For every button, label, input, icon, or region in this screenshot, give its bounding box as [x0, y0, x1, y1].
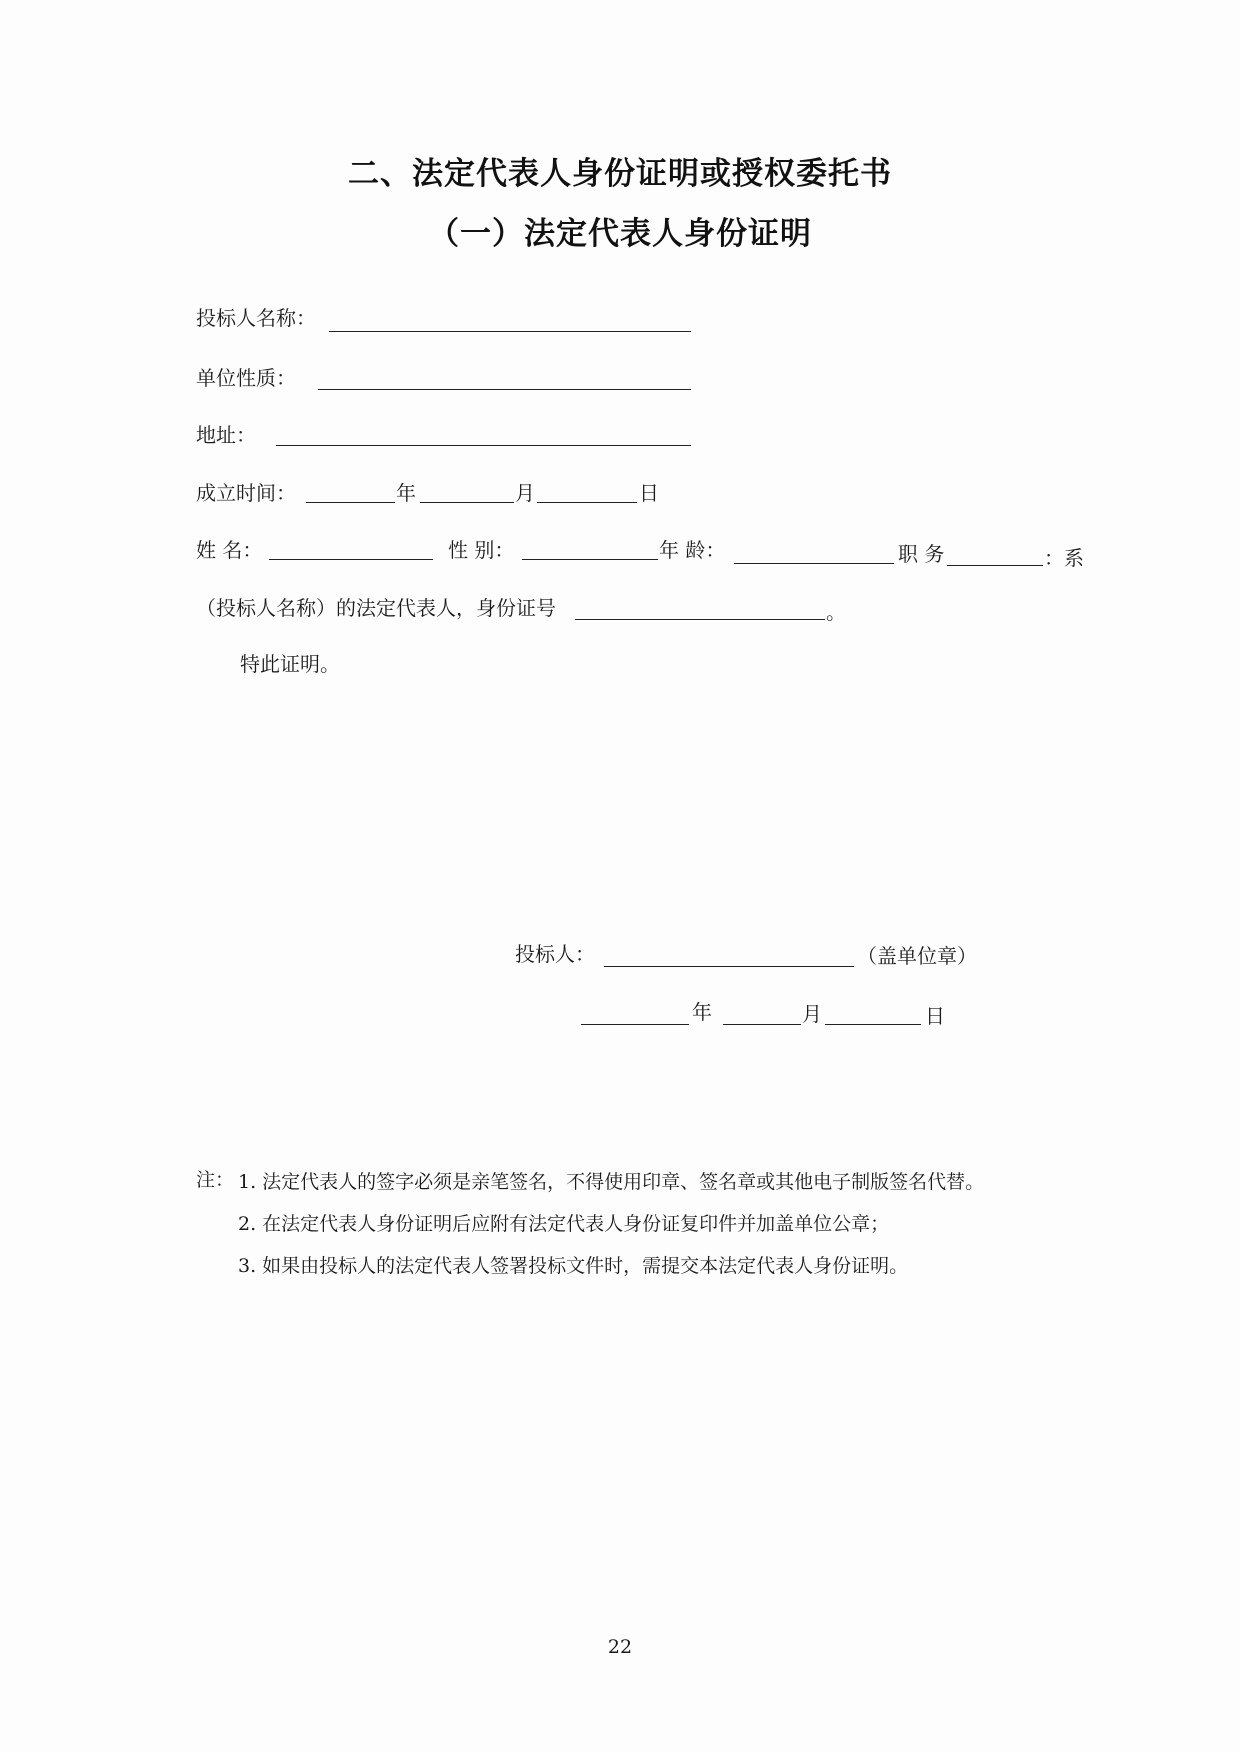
- established-year-field[interactable]: [306, 502, 395, 503]
- hereby-text: 特此证明。: [240, 652, 340, 676]
- signature-day-field[interactable]: [825, 1024, 921, 1025]
- established-label: 成立时间：: [196, 481, 296, 505]
- note-item: 3. 如果由投标人的法定代表人签署投标文件时，需提交本法定代表人身份证明。: [238, 1255, 909, 1277]
- established-month-unit: 月: [515, 481, 535, 505]
- gender-label: 性 别：: [448, 538, 515, 562]
- document-title: 二、法定代表人身份证明或授权委托书: [348, 156, 892, 192]
- established-day-field[interactable]: [537, 502, 637, 503]
- signature-month-unit: 月: [802, 1002, 822, 1026]
- name-label: 姓 名：: [196, 538, 263, 562]
- unit-nature-label: 单位性质：: [196, 366, 296, 390]
- bidder-name-label: 投标人名称：: [196, 306, 316, 330]
- rep-line-prefix: （投标人名称）的法定代表人，身份证号: [196, 596, 556, 620]
- seal-hint: （盖单位章）: [857, 944, 977, 968]
- address-label: 地址：: [196, 423, 256, 447]
- position-label: 职 务: [898, 542, 945, 566]
- gender-field[interactable]: [522, 559, 658, 560]
- established-month-field[interactable]: [420, 502, 514, 503]
- id-number-field[interactable]: [575, 619, 825, 620]
- unit-nature-field[interactable]: [318, 389, 691, 390]
- signature-year-field[interactable]: [581, 1024, 689, 1025]
- age-field[interactable]: [734, 563, 894, 564]
- age-label: 年 龄：: [659, 538, 726, 562]
- note-item: 1. 法定代表人的签字必须是亲笔签名，不得使用印章、签名章或其他电子制版签名代替。: [238, 1171, 985, 1193]
- notes-prefix: 注：: [196, 1169, 235, 1191]
- document-subtitle: （一）法定代表人身份证明: [428, 216, 812, 252]
- name-field[interactable]: [269, 559, 433, 560]
- position-field[interactable]: [947, 565, 1043, 566]
- address-field[interactable]: [276, 445, 691, 446]
- bidder-name-field[interactable]: [329, 331, 691, 332]
- page-number: 22: [607, 1636, 633, 1658]
- xi-label: ：系: [1044, 546, 1084, 570]
- note-item: 2. 在法定代表人身份证明后应附有法定代表人身份证复印件并加盖单位公章；: [238, 1213, 890, 1235]
- signature-month-field[interactable]: [723, 1024, 801, 1025]
- rep-line-period: 。: [826, 600, 846, 624]
- signature-bidder-field[interactable]: [604, 966, 854, 967]
- established-day-unit: 日: [639, 481, 659, 505]
- established-year-unit: 年: [396, 481, 416, 505]
- signature-day-unit: 日: [925, 1004, 945, 1028]
- signature-bidder-label: 投标人：: [515, 942, 595, 966]
- signature-year-unit: 年: [692, 1000, 712, 1024]
